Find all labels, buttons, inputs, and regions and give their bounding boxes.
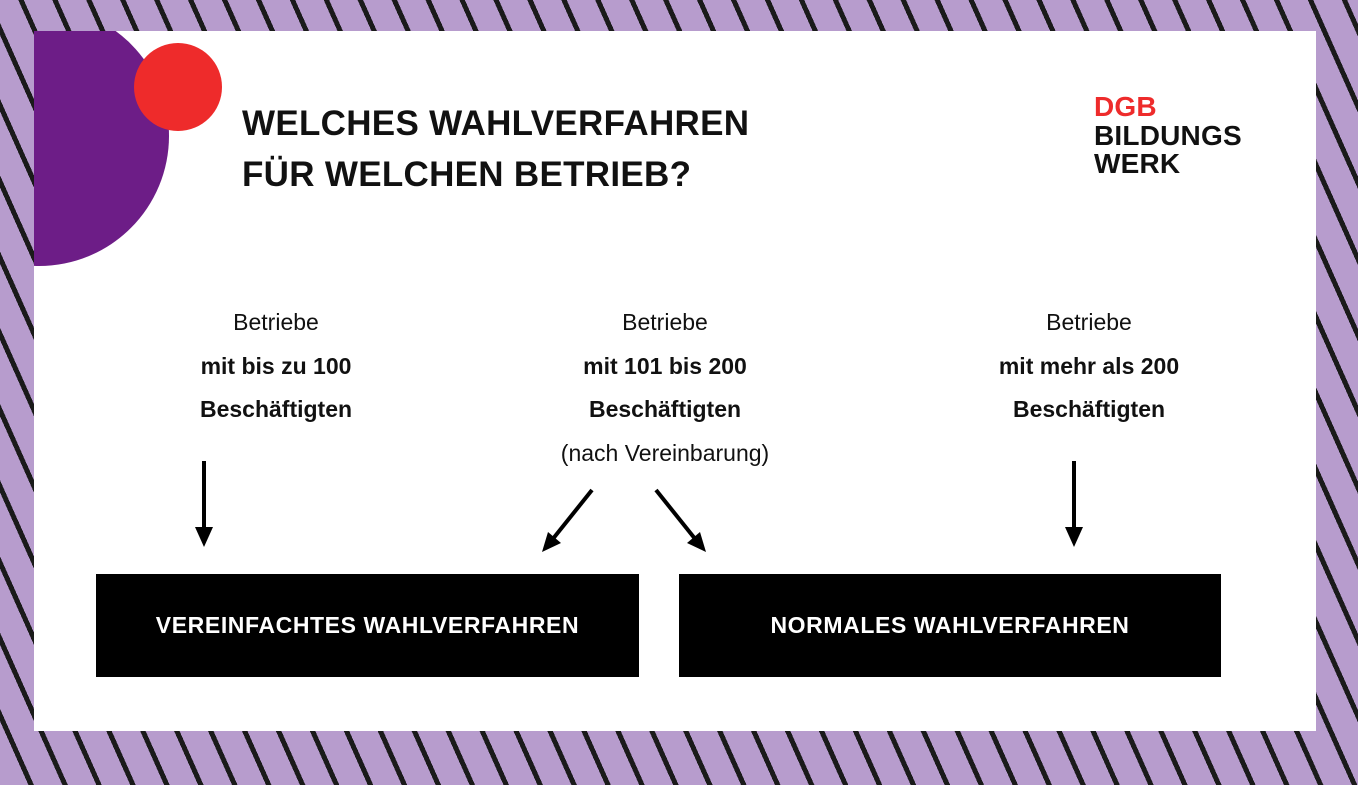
result-label-normal: NORMALES WAHLVERFAHREN <box>770 612 1130 638</box>
page-title <box>242 99 942 201</box>
page-title-line-2: FÜR WELCHEN BETRIEB? <box>242 154 692 194</box>
arrow-down-left-icon <box>534 486 604 566</box>
logo-line-dgb: DGB <box>1094 91 1157 122</box>
logo-line-werk: WERK <box>1094 148 1181 180</box>
infographic-card <box>34 31 1316 731</box>
column-101-200 <box>475 301 855 476</box>
column-2-line-3: Beschäftigten <box>588 396 742 423</box>
column-1-line-2: mit bis zu 100 <box>200 352 352 379</box>
column-ueber-200 <box>909 301 1269 432</box>
column-1-line-3: Beschäftigten <box>199 396 353 423</box>
result-box-vereinfachtes-wahlverfahren <box>96 574 639 677</box>
column-2-line-1: Betriebe <box>622 309 708 335</box>
red-circle-decoration <box>134 43 222 131</box>
column-3-line-2: mit mehr als 200 <box>998 352 1180 379</box>
column-2-line-4: (nach Vereinbarung) <box>560 440 770 467</box>
column-3-line-3: Beschäftigten <box>1012 396 1166 423</box>
column-3-line-1: Betriebe <box>1046 309 1132 335</box>
column-bis-100 <box>96 301 456 432</box>
result-box-normales-wahlverfahren <box>679 574 1221 677</box>
arrow-down-icon <box>1054 461 1094 551</box>
logo-line-bildungs: BILDUNGS <box>1094 119 1242 151</box>
dgb-bildungswerk-logo <box>1094 93 1242 179</box>
column-1-line-1: Betriebe <box>233 309 319 335</box>
arrow-down-right-icon <box>644 486 714 566</box>
arrow-down-icon <box>184 461 224 551</box>
column-2-line-2: mit 101 bis 200 <box>583 352 747 379</box>
result-label-simplified: VEREINFACHTES WAHLVERFAHREN <box>155 612 580 638</box>
page-title-line-1: WELCHES WAHLVERFAHREN <box>242 104 750 143</box>
